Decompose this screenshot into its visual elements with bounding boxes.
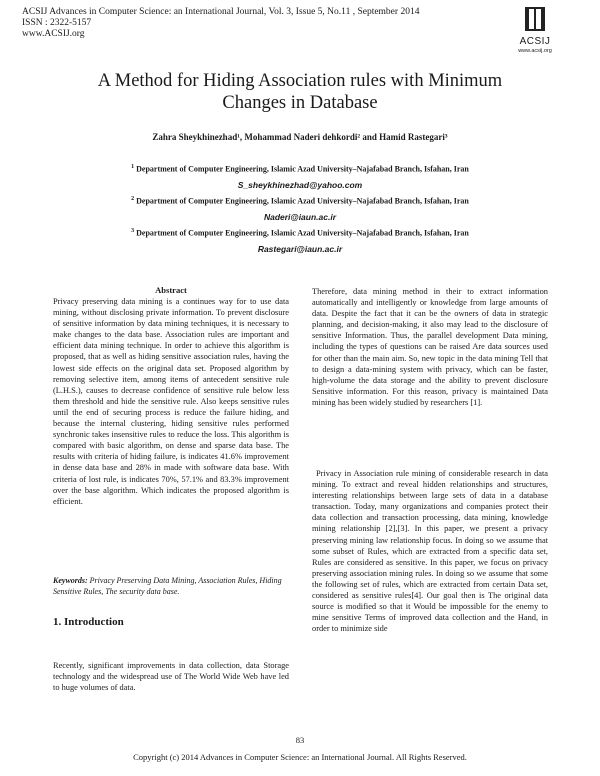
affiliation-2-sup: 2 [131, 196, 135, 202]
paper-title [40, 70, 560, 114]
affiliation-1 [0, 164, 600, 174]
copyright-footer: Copyright (c) 2014 Advances in Computer Science: an International Journal. All Rights Reserved. [133, 752, 467, 762]
keywords [53, 575, 289, 597]
section-introduction-heading: 1. Introduction [53, 616, 124, 628]
affiliation-2-email[interactable]: Naderi@iaun.ac.ir [263, 212, 337, 222]
intro-left-text: Recently, significant improvements in data collection, data Storage technology and the widespread use of The World Wide Web have led to huge volumes of data. [53, 661, 289, 693]
affiliation-3-sup: 3 [131, 228, 135, 234]
paper-title-line2: Changes in Database [222, 93, 378, 113]
right-para1-text: Therefore, data mining method in their to extract information automatically and intelligently or knowledge from large amounts of data. Despite the fact that it can be the owners of data in strategic planning, and decision-making, it also may lead to the disclosure of sensitive Information. Thus, the parallel development Data mining, including the types of questions can be raised Are data sources used for other than the main aim. So, new topic in the data mining Tell that to design a data-mining system with privacy, which can be faster, high-volume the data storage and the ability to prevent disclosure Sensitive information. For this reason, privacy is maintained Data mining has been widely studied by researchers [1]. [312, 287, 548, 407]
abstract-body [53, 296, 289, 507]
journal-issn: ISSN : 2322-5157 [22, 18, 92, 28]
abstract-heading: Abstract [155, 285, 187, 295]
affiliation-1-sup: 1 [131, 164, 135, 170]
abstract-text: Privacy preserving data mining is a continues way for to use data mining, without disclosing private information. To prevent disclosure of sensitive information by data mining techniques, it is necessary to make changes to the data base. Association rules are important and efficient data mining technique. In order to achieve this algorithm is proposed, that as well as hiding sensitive association rules, having the lowest side effects on the original data set. Proposed algorithm by removing selective item, among items of antecedent sensitive rule (L.H.S.), causes to decrease confidence of sensitive rule below less them threshold and hide the sensitive rule. Also keeps sensitive rules until the end of securing process is reduce the failure hiding, and because the internal clustering, hiding sensitive rules performed synchronic takes insensitive rules to reduce the loss. This algorithm is compared with basic algorithm, on dense and sparse data base. The results with criteria of hiding failure, is indicates 41.6% improvement in dense data base and 28% in made with software data base. With criteria of lost rule, is indicates 70%, 57.1% and 83.3% improvement over the base algorithm. Which indicates the proposed algorithm is efficient. [53, 297, 289, 506]
affiliation-2-text: Department of Computer Engineering, Islamic Azad University–Najafabad Branch, Isfahan, Iran [136, 196, 469, 206]
journal-website: www.ACSIJ.org [22, 29, 85, 39]
book-logo-icon [524, 6, 546, 32]
author-list: Zahra Sheykhinezhad¹, Mohammad Naderi dehkordi² and Hamid Rastegari³ [152, 132, 448, 142]
affiliation-3 [0, 228, 600, 238]
keywords-label: Keywords: [53, 576, 88, 585]
right-column-para1 [312, 286, 548, 408]
journal-logo [505, 6, 565, 54]
affiliation-1-email[interactable]: S_sheykhinezhad@yahoo.com [237, 180, 363, 190]
affiliation-3-email[interactable]: Rastegari@iaun.ac.ir [257, 244, 343, 254]
affiliation-1-text: Department of Computer Engineering, Islamic Azad University–Najafabad Branch, Isfahan, Iran [136, 164, 469, 174]
keywords-text: Privacy Preserving Data Mining, Association Rules, Hiding Sensitive Rules, The security data base. [53, 576, 282, 596]
affiliation-2 [0, 196, 600, 206]
paper-title-line1: A Method for Hiding Association rules with Minimum [97, 71, 503, 91]
right-column-para2 [312, 468, 548, 634]
page-number: 83 [295, 735, 305, 745]
logo-name: ACSIJ [519, 36, 551, 47]
right-para2-text: Privacy in Association rule mining of considerable research in data mining. To extract and reveal hidden relationships and structures, interesting relationships between large sets of data in a database transaction. Today, many organizations and companies protect their data collection and transaction processing, data mining, knowledge mining relationship [2],[3]. In this paper, we present a privacy preserving mining law relationship focus. In doing so we assume that some subset of Rules, which are extracted from a specific data set, Rules are considered as sensitive. In this paper, we focus on privacy preserving association mining rules. In doing so we assume that some the following set of rules, which are extracted from certain Data set, considered as sensitive rules[4]. Our goal then is The original data source is modified so that it Would be impossible for the enemy to mine sensitive Terms of improved data collection and the Hand, in order to minimize side [312, 469, 548, 634]
logo-url: www.acsij.org [518, 48, 552, 54]
journal-header-line1: ACSIJ Advances in Computer Science: an International Journal, Vol. 3, Issue 5, No.11 , September 2014 [22, 7, 420, 17]
intro-left-body [53, 660, 289, 693]
affiliation-3-text: Department of Computer Engineering, Islamic Azad University–Najafabad Branch, Isfahan, Iran [136, 228, 469, 238]
